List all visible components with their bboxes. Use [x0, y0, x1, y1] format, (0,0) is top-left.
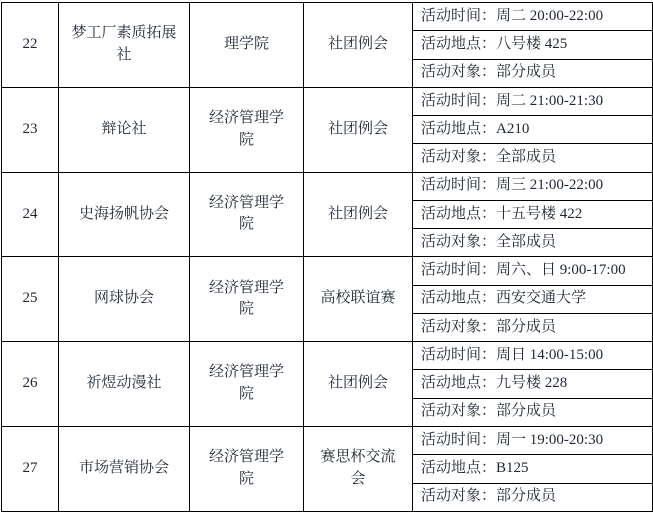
activity-type: 社团例会 [304, 172, 413, 257]
activity-target-value: 部分成员 [496, 318, 557, 335]
activity-location-label: 活动地点： [421, 205, 497, 222]
activity-type: 社团例会 [304, 3, 413, 88]
activity-type: 社团例会 [304, 342, 413, 427]
activity-time-value: 周二 20:00-22:00 [496, 7, 604, 24]
activity-location-cell [413, 455, 653, 483]
activity-time-label: 活动时间： [421, 262, 497, 279]
college-name: 理学院 [190, 3, 304, 88]
activity-target-cell [413, 229, 653, 257]
activity-target-cell [413, 59, 653, 87]
row-number: 22 [2, 3, 59, 88]
row-number: 25 [2, 257, 59, 342]
activity-target-cell [413, 483, 653, 511]
college-name: 经济管理学院 [190, 257, 304, 342]
club-name: 祈煜动漫社 [59, 342, 190, 427]
activity-location-cell [413, 200, 653, 228]
activity-target-cell [413, 144, 653, 172]
activity-time-label: 活动时间： [421, 177, 497, 194]
activity-time-value: 周一 19:00-20:30 [496, 431, 604, 448]
activity-location-cell [413, 31, 653, 59]
activity-location-value: 八号楼 425 [496, 36, 568, 53]
activity-target-value: 全部成员 [496, 233, 557, 250]
table-row [2, 3, 653, 31]
activity-target-label: 活动对象： [421, 318, 497, 335]
activity-location-value: 九号楼 228 [496, 375, 568, 392]
activity-location-label: 活动地点： [421, 375, 497, 392]
activity-location-cell [413, 116, 653, 144]
activity-target-label: 活动对象： [421, 233, 497, 250]
college-name: 经济管理学院 [190, 342, 304, 427]
activity-time-cell [413, 3, 653, 31]
activity-location-value: B125 [496, 460, 529, 476]
activity-target-label: 活动对象： [421, 64, 497, 81]
activity-location-label: 活动地点： [421, 290, 497, 307]
table-row [2, 257, 653, 285]
activity-time-label: 活动时间： [421, 431, 497, 448]
activity-time-value: 周三 21:00-22:00 [496, 177, 604, 194]
college-name: 经济管理学院 [190, 172, 304, 257]
row-number: 26 [2, 342, 59, 427]
activity-target-value: 部分成员 [496, 488, 557, 505]
club-activity-table [1, 2, 653, 512]
table-row [2, 342, 653, 370]
club-name: 市场营销协会 [59, 426, 190, 511]
activity-time-value: 周二 21:00-21:30 [496, 92, 604, 109]
activity-location-cell [413, 370, 653, 398]
club-name: 网球协会 [59, 257, 190, 342]
activity-location-value: 西安交通大学 [496, 290, 587, 307]
row-number: 24 [2, 172, 59, 257]
college-name: 经济管理学院 [190, 426, 304, 511]
activity-target-label: 活动对象： [421, 488, 497, 505]
activity-time-label: 活动时间： [421, 346, 497, 363]
row-number: 23 [2, 87, 59, 172]
activity-target-value: 部分成员 [496, 64, 557, 81]
activity-target-cell [413, 398, 653, 426]
activity-target-label: 活动对象： [421, 149, 497, 166]
activity-time-cell [413, 257, 653, 285]
activity-type: 赛思杯交流会 [304, 426, 413, 511]
activity-time-label: 活动时间： [421, 92, 497, 109]
activity-location-value: A210 [496, 120, 530, 137]
activity-location-value: 十五号楼 422 [496, 205, 583, 222]
college-name: 经济管理学院 [190, 87, 304, 172]
activity-time-value: 周日 14:00-15:00 [496, 346, 604, 363]
activity-type: 高校联谊赛 [304, 257, 413, 342]
table-row [2, 87, 653, 115]
activity-location-cell [413, 285, 653, 313]
activity-target-label: 活动对象： [421, 403, 497, 420]
activity-location-label: 活动地点： [421, 460, 497, 476]
activity-time-cell [413, 426, 653, 454]
activity-time-cell [413, 172, 653, 200]
table-row [2, 172, 653, 200]
club-name: 梦工厂素质拓展社 [59, 3, 190, 88]
activity-target-value: 全部成员 [496, 149, 557, 166]
club-name: 辩论社 [59, 87, 190, 172]
activity-target-cell [413, 313, 653, 341]
activity-location-label: 活动地点： [421, 120, 497, 137]
activity-time-cell [413, 342, 653, 370]
activity-target-value: 部分成员 [496, 403, 557, 420]
club-name: 史海扬帆协会 [59, 172, 190, 257]
table-row [2, 426, 653, 454]
activity-type: 社团例会 [304, 87, 413, 172]
activity-time-label: 活动时间： [421, 7, 497, 24]
activity-time-cell [413, 87, 653, 115]
row-number: 27 [2, 426, 59, 511]
activity-location-label: 活动地点： [421, 36, 497, 53]
activity-time-value: 周六、日 9:00-17:00 [496, 262, 626, 279]
